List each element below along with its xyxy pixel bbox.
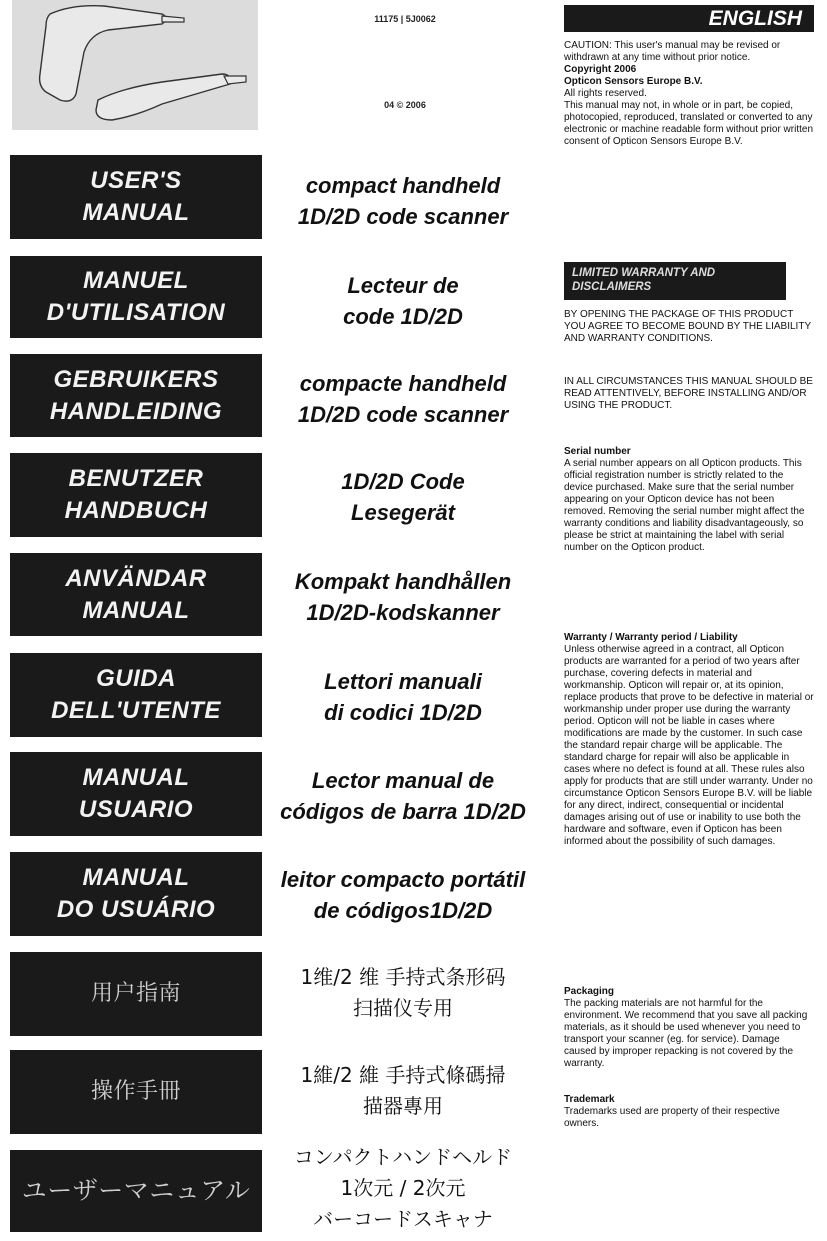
label-line: MANUAL [82,764,190,791]
circumstances-notice: IN ALL CIRCUMSTANCES THIS MANUAL SHOULD BE READ ATTENTIVELY, BEFORE INSTALLING AND/OR USING THE PRODUCT. [564,376,813,411]
opening-notice: BY OPENING THE PACKAGE OF THIS PRODUCT YOU AGREE TO BECOME BOUND BY THE LIABILITY AND WARRANTY CONDITIONS. [564,309,811,344]
label-line: USER'S [90,167,182,194]
label-line: MANUAL [82,864,190,891]
trademark-body: Trademarks used are property of their respective owners. [564,1106,780,1129]
manual-desc-dutch [272,368,534,430]
warranty-heading-line: LIMITED WARRANTY AND [572,267,716,279]
desc-line: Kompakt handhållen [294,569,512,594]
company-name: Opticon Sensors Europe B.V. [564,76,703,87]
label-line: MANUAL [82,199,190,226]
manual-desc-english [272,170,534,232]
language-heading: ENGLISH [564,5,814,32]
warranty-heading [564,262,786,300]
manual-label-japanese [10,1150,262,1232]
desc-line: di codici 1D/2D [324,700,482,725]
desc-line: バーコードスキャナ [313,1207,493,1231]
serial-title: Serial number [564,446,631,457]
desc-line: leitor compacto portátil [280,867,526,892]
label-line: BENUTZER [68,465,204,492]
manual-label-italian [10,653,262,737]
desc-line: compact handheld [305,173,501,198]
warranty-body: Unless otherwise agreed in a contract, all Opticon products are warranted for a period of two years after purchase, covering defects in material and workmanship. Opticon will repair or, at its opinion, replace products that prove to be defective in material or workmanship under proper use during the warranty period. Opticon will not be liable in cases where modifications are made by the customer. In such case the standard repair charge will be applicable. The standard charge for repair will also be applicable in cases where no defect is found at all. These rules also apply for products that are still under warranty. Under no circumstance Opticon Sensors Europe B.V. will be liable for any direct, indirect, consequential or incidental damages arising out of use or inability to use both the hardware and software, even if Opticon has been informed about the possibility of such damages. [564,644,814,847]
desc-line: de códigos1D/2D [313,898,493,923]
warranty-heading-line: DISCLAIMERS [572,281,652,293]
label-line: 用户指南 [90,981,181,1006]
manual-label-swedish [10,553,262,636]
label-line: 操作手冊 [90,1079,181,1104]
desc-line: 1D/2D code scanner [297,402,509,427]
manual-desc-italian [272,666,534,728]
manual-label-dutch [10,354,262,437]
desc-line: 1D/2D Code [341,469,465,494]
copy-notice: This manual may not, in whole or in part, be copied, photocopied, reproduced, translated or converted to any electronic or machine readable form without prior written consent of Opticon Sensors Europe B.V. [564,100,813,147]
serial-number-section [564,446,814,554]
label-line: MANUEL [83,267,189,294]
desc-line: Lesegerät [351,500,455,525]
manual-desc-portuguese [272,864,534,926]
desc-line: 扫描仪专用 [353,996,453,1020]
packaging-title: Packaging [564,986,615,997]
manual-label-english [10,155,262,239]
serial-body: A serial number appears on all Opticon products. This official registration number is strictly related to the device purchased. Make sure that the serial number appearing on your Opticon device has not been removed. Removing the serial number might affect the warranty conditions and liability disadvantageously, so please be strict at maintaining the label with serial number on the Opticon product. [564,458,805,553]
manual-desc-chinese-simplified [272,962,534,1024]
manual-desc-japanese [272,1142,534,1235]
label-line: MANUAL [82,596,190,624]
desc-line: コンパクトハンドヘルド [293,1145,513,1169]
scanner-illustration [12,0,258,130]
manual-label-chinese-simplified [10,952,262,1036]
manual-desc-german [272,466,534,528]
desc-line: 1次元 / 2次元 [340,1176,466,1200]
label-line: D'UTILISATION [46,299,226,326]
desc-line: code 1D/2D [343,304,463,329]
document-code: 11175 | 5J0062 [374,14,436,24]
warranty-title: Warranty / Warranty period / Liability [564,632,738,643]
label-line: HANDLEIDING [49,397,223,425]
copyright-year: Copyright 2006 [564,64,637,75]
manual-desc-chinese-traditional [272,1060,534,1122]
manual-label-portuguese [10,852,262,936]
desc-line: 1D/2D code scanner [297,204,509,229]
packaging-section [564,986,814,1070]
label-line: ユーザーマニュアル [21,1176,251,1205]
manual-label-spanish [10,752,262,836]
manual-desc-french [272,270,534,332]
desc-line: Lettori manuali [324,669,482,694]
manual-label-german [10,453,262,537]
desc-line: códigos de barra 1D/2D [280,799,526,824]
label-line: DELL'UTENTE [51,697,221,724]
copyright-block [564,40,814,148]
warranty-section [564,632,814,848]
label-line: GUIDA [96,665,176,692]
desc-line: 1维/2 维 手持式条形码 [300,965,506,989]
manual-desc-swedish [272,566,534,628]
rights-text: All rights reserved. [564,88,647,99]
manual-desc-spanish [272,765,534,827]
caution-text: CAUTION: This user's manual may be revised or withdrawn at any time without prior notice. [564,40,781,63]
desc-line: compacte handheld [299,371,507,396]
label-line: USUARIO [78,796,194,823]
desc-line: 1維/2 維 手持式條碼掃 [300,1063,506,1087]
desc-line: 1D/2D-kodskanner [306,600,500,625]
manual-label-chinese-traditional [10,1050,262,1134]
scanner-drawing [12,0,258,130]
label-line: GEBRUIKERS [53,365,219,393]
label-line: DO USUÁRIO [56,896,216,923]
desc-line: 描器專用 [363,1094,443,1118]
desc-line: Lector manual de [311,768,495,793]
trademark-title: Trademark [564,1094,615,1105]
label-line: HANDBUCH [64,497,208,524]
packaging-body: The packing materials are not harmful for the environment. We recommend that you save all packing materials, as it should be used whenever you need to transport your scanner (eg. for service). Damage caused by improper repacking is not covered by the warranty. [564,998,808,1069]
trademark-section [564,1094,814,1130]
desc-line: Lecteur de [347,273,459,298]
label-line: ANVÄNDAR [65,564,207,592]
edition-date: 04 © 2006 [384,100,426,110]
manual-label-french [10,256,262,338]
